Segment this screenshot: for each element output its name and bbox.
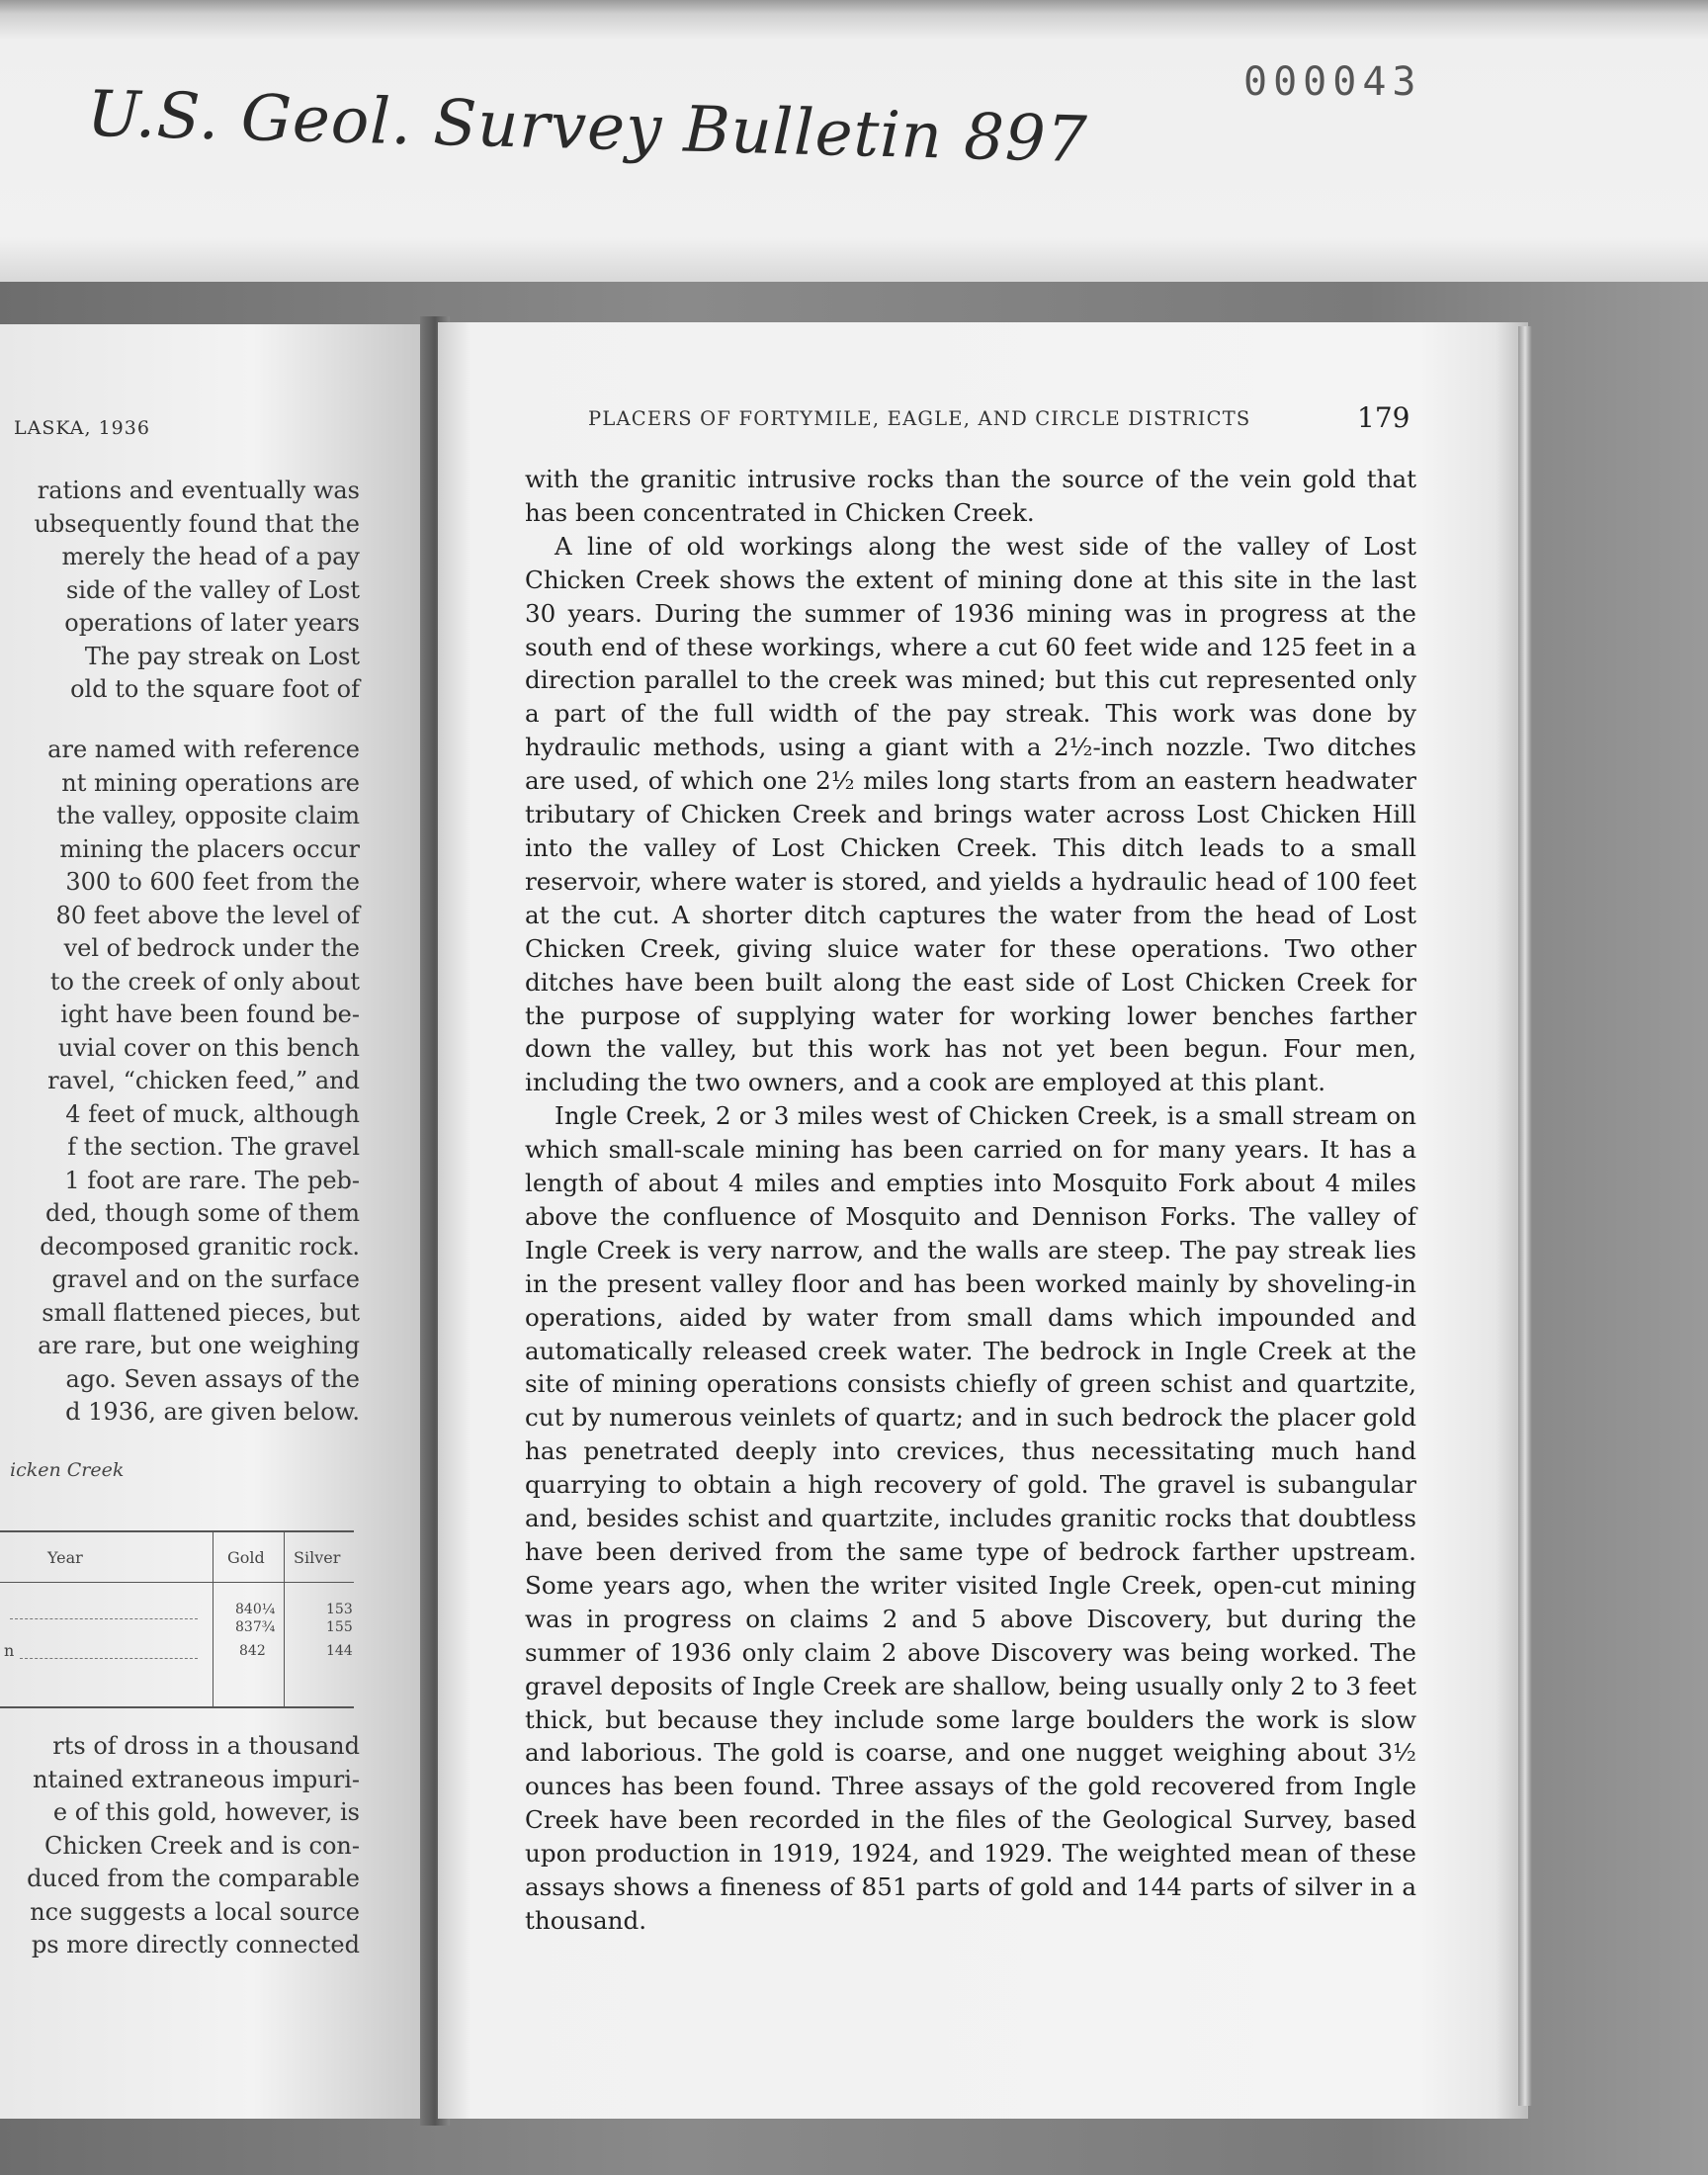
text-line: side of the valley of Lost: [66, 575, 360, 604]
assay-table: [0, 1530, 354, 1708]
text-line: The pay streak on Lost: [84, 642, 360, 670]
handwritten-label: U.S. Geol. Survey Bulletin 897: [86, 77, 1089, 178]
text-line: d 1936, are given below.: [65, 1398, 360, 1426]
left-page: [0, 324, 423, 2119]
paragraph: with the granitic intrusive rocks than the source of the vein gold that has been concentrated in Chicken Creek.: [525, 465, 1416, 527]
text-line: rations and eventually was: [37, 477, 360, 504]
text-line: vel of bedrock under the: [63, 934, 360, 962]
left-running-head: LASKA, 1936: [14, 417, 150, 439]
text-line: ravel, “chicken feed,” and: [47, 1067, 360, 1094]
text-line: old to the square foot of: [70, 675, 360, 703]
left-text-block-2: [8, 734, 360, 1430]
text-line: ago. Seven assays of the: [65, 1364, 360, 1393]
paragraph: Ingle Creek, 2 or 3 miles west of Chicken Creek, is a small stream on which small-scale mining has been carried on for many years. It has a length of about 4 miles and empties into Mosquito Fork about 4 miles above the confluence of Mosquito and Dennison Forks. The valley of Ingle Creek is very narrow, and the walls are steep. The pay streak lies in the present valley floor and has been worked mainly by shoveling-in operations, aided by water from small dams which impounded and automatically released creek water. The bedrock in Ingle Creek at the site of mining operations consists chiefly of green schist and quartzite, cut by numerous veinlets of quartz; and in such bedrock the placer gold has penetrated deeply into crevices, thus necessitating much hand quarrying to obtain a high recovery of gold. The gravel is subangular and, besides schist and quartzite, includes granitic rocks that doubtless have been derived from the same type of bedrock farther upstream. Some years ago, when the writer visited Ingle Creek, open-cut mining was in progress on claims 2 and 5 above Discovery, but during the summer of 1936 only claim 2 above Discovery was being worked. The gravel deposits of Ingle Creek are shallow, being usually only 2 to 3 feet thick, but because they include some large boulders the work is slow and laborious. The gold is coarse, and one nugget weighing about 3½ ounces has been found. Three assays of the gold recovered from Ingle Creek have been recorded in the files of the Geological Survey, based upon production in 1919, 1924, and 1929. The weighted mean of these assays shows a fineness of 851 parts of gold and 144 parts of silver in a thousand.: [525, 1101, 1416, 1935]
text-line: 1 foot are rare. The peb-: [64, 1166, 360, 1194]
text-line: decomposed granitic rock.: [40, 1232, 360, 1261]
text-line: ight have been found be-: [60, 1000, 360, 1028]
text-line: rts of dross in a thousand: [52, 1732, 360, 1760]
text-line: ntained extraneous impuri-: [33, 1765, 360, 1793]
table-cell-gold: 842: [239, 1643, 266, 1659]
table-cell-gold: 837¾: [235, 1619, 276, 1635]
text-line: mining the placers occur: [59, 834, 360, 863]
table-header-gold: Gold: [227, 1548, 265, 1567]
text-line: ps more directly connected: [31, 1931, 360, 1958]
table-header-silver: Silver: [294, 1548, 341, 1567]
table-caption: icken Creek: [10, 1459, 125, 1481]
text-line: Chicken Creek and is con-: [43, 1831, 360, 1860]
right-page: [438, 322, 1528, 2119]
right-running-head: PLACERS OF FORTYMILE, EAGLE, AND CIRCLE DISTRICTS: [588, 407, 1251, 430]
text-line: duced from the comparable: [27, 1865, 360, 1892]
label-strip: [0, 0, 1708, 282]
text-line: uvial cover on this bench: [57, 1033, 360, 1062]
text-line: to the creek of only about: [49, 967, 360, 996]
text-line: are named with reference: [47, 736, 360, 763]
paragraph: A line of old workings along the west side of the valley of Lost Chicken Creek shows the extent of mining done at this site in the last 30 years. During the summer of 1936 mining was in progress at the south end of these workings, where a cut 60 feet wide and 125 feet in a direction parallel to the creek was mined; but this cut represented only a part of the full width of the pay streak. This work was done by hydraulic methods, using a giant with a 2½-inch nozzle. Two ditches are used, of which one 2½ miles long starts from an eastern headwater tributary of Chicken Creek and brings water across Lost Chicken Hill into the valley of Lost Chicken Creek. This ditch leads to a small reservoir, where water is stored, and yields a hydraulic head of 100 feet at the cut. A shorter ditch captures the water from the head of Lost Chicken Creek, giving sluice water for these operations. Two other ditches have been built along the east side of Lost Chicken Creek for the purpose of supplying water for working lower benches farther down the valley, but this work has not yet been begun. Four men, including the two owners, and a cook are employed at this plant.: [525, 531, 1416, 1097]
table-cell-silver: 155: [326, 1619, 353, 1635]
text-line: the valley, opposite claim: [56, 802, 360, 829]
table-cell-silver: 144: [326, 1643, 353, 1659]
page-edge: [1518, 326, 1532, 2106]
left-text-block-3: [8, 1730, 360, 1962]
document-number: 000043: [1243, 59, 1422, 105]
text-line: operations of later years: [64, 609, 360, 637]
left-text-block-1: [8, 475, 360, 707]
table-row-leader: [10, 1600, 198, 1619]
text-line: nce suggests a local source: [30, 1897, 360, 1926]
table-cell-silver: 153: [326, 1602, 353, 1617]
table-cell-gold: 840¼: [235, 1602, 276, 1617]
page-body: [525, 463, 1416, 1938]
text-line: are rare, but one weighing: [38, 1332, 360, 1359]
page-number: 179: [1357, 401, 1410, 434]
text-line: 80 feet above the level of: [55, 901, 360, 929]
text-line: gravel and on the surface: [51, 1265, 360, 1293]
text-line: 300 to 600 feet from the: [65, 868, 360, 896]
text-line: f the section. The gravel: [67, 1133, 360, 1161]
table-cell-year: n: [4, 1641, 15, 1660]
text-line: 4 feet of muck, although: [65, 1099, 360, 1128]
text-line: e of this gold, however, is: [52, 1798, 360, 1826]
table-row-leader: [20, 1639, 198, 1659]
text-line: ded, though some of them: [44, 1199, 360, 1227]
text-line: nt mining operations are: [61, 768, 360, 797]
text-line: small flattened pieces, but: [42, 1298, 360, 1327]
table-header-year: Year: [47, 1548, 83, 1567]
text-line: ubsequently found that the: [34, 509, 360, 538]
text-line: merely the head of a pay: [61, 543, 360, 570]
